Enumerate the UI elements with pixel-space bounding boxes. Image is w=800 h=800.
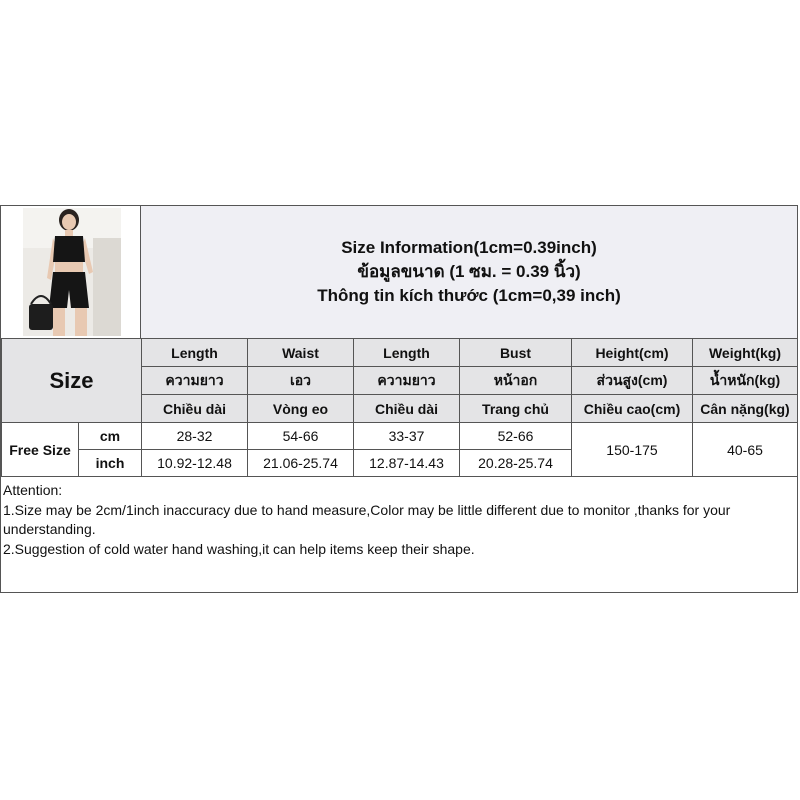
header-row bbox=[1, 206, 797, 338]
header-row-english bbox=[2, 339, 798, 367]
unit-label: inch bbox=[79, 450, 142, 477]
title-vietnamese: Thông tin kích thước (1cm=0,39 inch) bbox=[317, 286, 621, 305]
column-header: Chiều dài bbox=[354, 395, 460, 423]
size-chart bbox=[0, 205, 798, 593]
column-header: Trang chủ bbox=[460, 395, 572, 423]
column-header: หน้าอก bbox=[460, 367, 572, 395]
column-header: Chiều cao(cm) bbox=[572, 395, 693, 423]
note-line-2: 2.Suggestion of cold water hand washing,it can help items keep their shape. bbox=[3, 540, 475, 557]
table-cell: 52-66 bbox=[460, 423, 572, 450]
size-table bbox=[1, 338, 798, 477]
column-header: Chiều dài bbox=[142, 395, 248, 423]
column-header: Weight(kg) bbox=[693, 339, 798, 367]
title-thai: ข้อมูลขนาด (1 ซม. = 0.39 นิ้ว) bbox=[357, 262, 581, 281]
table-cell: 10.92-12.48 bbox=[142, 450, 248, 477]
table-cell: 12.87-14.43 bbox=[354, 450, 460, 477]
product-photo bbox=[23, 208, 121, 336]
column-header: น้ำหนัก(kg) bbox=[693, 367, 798, 395]
column-header: ความยาว bbox=[142, 367, 248, 395]
size-label: Size bbox=[2, 339, 142, 423]
product-photo-cell bbox=[1, 206, 141, 338]
table-cell: 54-66 bbox=[248, 423, 354, 450]
column-header: Waist bbox=[248, 339, 354, 367]
column-header: Height(cm) bbox=[572, 339, 693, 367]
notes-heading: Attention: bbox=[3, 482, 63, 498]
title-english: Size Information(1cm=0.39inch) bbox=[341, 238, 597, 257]
column-header: Bust bbox=[460, 339, 572, 367]
title-cell bbox=[141, 206, 797, 338]
note-line-1: 1.Size may be 2cm/1inch inaccuracy due to hand measure,Color may be little different due to monitor ,thanks for your understanding. bbox=[3, 501, 731, 537]
column-header: Vòng eo bbox=[248, 395, 354, 423]
weight-value: 40-65 bbox=[693, 423, 798, 477]
column-header: Length bbox=[354, 339, 460, 367]
column-header: เอว bbox=[248, 367, 354, 395]
table-cell: 33-37 bbox=[354, 423, 460, 450]
free-size-label: Free Size bbox=[2, 423, 79, 477]
height-value: 150-175 bbox=[572, 423, 693, 477]
column-header: ความยาว bbox=[354, 367, 460, 395]
table-cell: 20.28-25.74 bbox=[460, 450, 572, 477]
table-cell: 28-32 bbox=[142, 423, 248, 450]
attention-notes bbox=[3, 481, 793, 559]
column-header: ส่วนสูง(cm) bbox=[572, 367, 693, 395]
column-header: Cân nặng(kg) bbox=[693, 395, 798, 423]
column-header: Length bbox=[142, 339, 248, 367]
table-row bbox=[2, 423, 798, 450]
table-cell: 21.06-25.74 bbox=[248, 450, 354, 477]
unit-label: cm bbox=[79, 423, 142, 450]
